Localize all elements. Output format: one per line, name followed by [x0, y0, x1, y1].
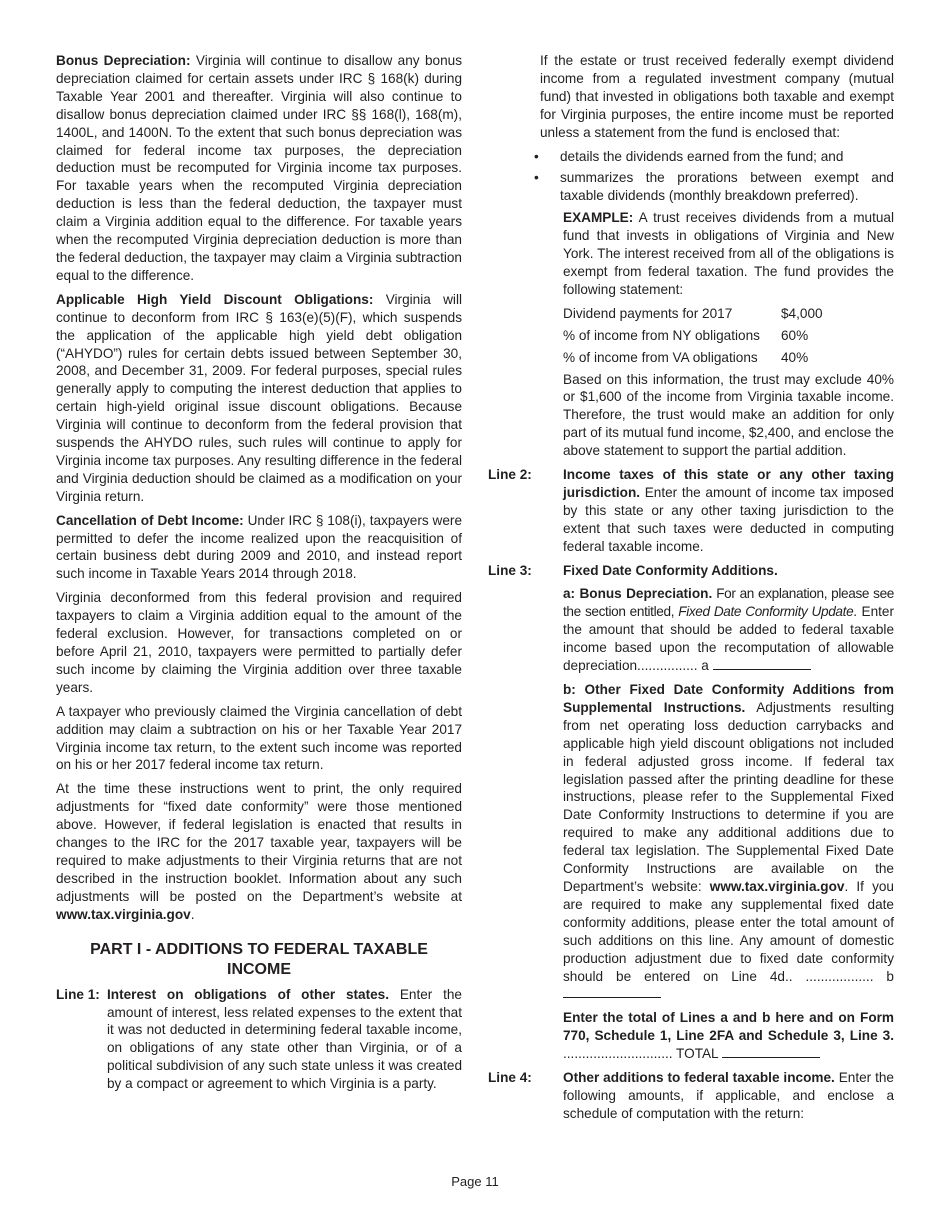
bonus-depreciation-paragraph: Bonus Depreciation: Virginia will continue to disallow any bonus depreciation claimed for certain assets under IRC § 168(k) during Taxable Year 2001 and thereafter. Virginia will also continue to disallow bonus depreciation claimed under IRC §§ 168(l), 168(m), 1400L, and 1400N. To the extent that such bonus depreciation was claimed for federal income tax purposes, the depreciation deduction must be recomputed for Virginia income tax purposes. For taxable years when the recomputed Virginia depreciation deduction is less than the federal deduction, the taxpayer must claim a Virginia addition equal to the difference. For taxable years when the recomputed Virginia depreciation deduction is more than the federal deduction, the taxpayer may claim a Virginia subtraction equal to the difference. [56, 53, 462, 283]
line-3b-entry-field[interactable] [563, 985, 661, 998]
subtraction-paragraph: A taxpayer who previously claimed the Virginia cancellation of debt addition may claim a subtraction on his or her Taxable Year 2017 Virginia income tax return, to the extent such income was reported on his or her 2017 federal income tax return. [56, 703, 462, 773]
bonus-depreciation-heading: Bonus Depreciation: [56, 53, 191, 68]
line-4-label: Line 4: [488, 1070, 532, 1086]
line-4-item: Line 4: Other additions to federal taxable income. Enter the following amounts, if applicable, and enclose a schedule of computation with the return: [488, 1070, 894, 1121]
example-paragraph: EXAMPLE: A trust receives dividends from a mutual fund that invests in obligations of Virginia and New York. The interest received from all of the obligations is exempt from federal taxation. The fund provides the following statement: [563, 210, 894, 297]
line-3-total-paragraph: Enter the total of Lines a and b here and on Form 770, Schedule 1, Line 2FA and Schedule 3, Line 3. ............................. TOTAL [563, 1010, 894, 1062]
example-heading: EXAMPLE: [563, 210, 634, 226]
line-1-heading: Interest on obligations of other states. [107, 986, 390, 1002]
part-one-heading: PART I - ADDITIONS TO FEDERAL TAXABLE INCOME [90, 940, 428, 978]
line-3-label: Line 3: [488, 562, 532, 578]
line-2-item: Line 2: Income taxes of this state or any other taxing jurisdiction. Enter the amount of income tax imposed by this state or any other taxing jurisdiction to the extent that such taxes were deducted in computing federal taxable income. [488, 467, 894, 554]
line-3b-paragraph: b: Other Fixed Date Conformity Additions from Supplemental Instructions. Adjustments resulting from net operating loss deduction carrybacks and applicable high yield discount obligations not included in federal adjusted gross income. If federal tax legislation passed after the printing deadline for these instructions, please refer to the Supplemental Fixed Date Conformity Instructions to determine if you are required to make any additional additions due to federal tax legislation. The Supplemental Fixed Date Conformity Instructions are available on the Department’s website: www.tax.virginia.gov. If you are required to make any supplemental fixed date conformity additions, please enter the total amount of such additions on this line. Any amount of domestic production adjustment due to fixed date conformity should be entered on Line 4d.. .................. b [563, 681, 894, 1003]
cancellation-of-debt-heading: Cancellation of Debt Income: [56, 512, 244, 528]
bullet-item: • summarizes the prorations between exempt and taxable dividends (monthly breakdown preferred). [488, 169, 894, 205]
line-3-total-entry-field[interactable] [722, 1045, 820, 1058]
line-1-item: Line 1: Interest on obligations of other states. Enter the amount of interest, less related expenses to the extent that it was not deducted in determining federal taxable income, on obligations of any state other than Virginia, or of a political subdivision of any such state unless it was created by a compact or agreement to which Virginia is a party. [56, 986, 462, 1092]
website-link[interactable]: www.tax.virginia.gov [709, 878, 845, 894]
line-3b-heading: b: Other Fixed Date Conformity Additions from Supplemental Instructions. [563, 682, 894, 715]
line-3-heading: Fixed Date Conformity Additions. [563, 562, 778, 578]
line-2-label: Line 2: [488, 467, 532, 483]
example-conclusion: Based on this information, the trust may exclude 40% or $1,600 of the income from Virginia taxable income. Therefore, the trust would make an addition for only part of its mutual fund income, $2,400, and enclose the above statement to support the partial addition. [563, 371, 894, 459]
cancellation-of-debt-paragraph: Cancellation of Debt Income: Under IRC § 108(i), taxpayers were permitted to defer the income realized upon the reacquisition of certain business debt during 2009 and 2010, and instead report such income in Taxable Years 2014 through 2018. [56, 512, 463, 582]
line-3a-paragraph: a: Bonus Depreciation. For an explanation, please see the section entitled, Fixed Date Conformity Update. Enter the amount that should be added to federal taxable income based upon the recomputation of allowable depreciation................ a [563, 586, 895, 674]
line-3a-heading: a: Bonus Depreciation. [563, 586, 713, 602]
ahydo-paragraph: Applicable High Yield Discount Obligations: Virginia will continue to deconform from IRC § 163(e)(5)(F), which suspends the application of the applicable high yield debt obligation (“AHYDO”) rules for certain debts issued between September 30, 2008, and December 31, 2009. For federal purposes, special rules generally apply to computing the interest deduction that applies to certain high-yield original issue discount obligations. Because Virginia will continue to deconform from the federal provision that suspends the AHYDO rules, such rules will continue to apply for Virginia income tax purposes. Any resulting difference in the federal and Virginia deduction should be claimed as a modification on your Virginia return. [56, 291, 462, 504]
page-number: Page 11 [451, 1174, 499, 1189]
line-3a-entry-field[interactable] [713, 657, 811, 670]
line-1-label: Line 1: [56, 986, 100, 1002]
line-2-heading: Income taxes of this state or any other taxing jurisdiction. [563, 467, 894, 500]
statement-row: % of income from VA obligations 40% [563, 349, 809, 365]
bullet-item: • details the dividends earned from the fund; and [488, 148, 894, 166]
mutual-fund-paragraph: If the estate or trust received federally exempt dividend income from a regulated investment company (mutual fund) that invested in obligations both taxable and exempt for Virginia purposes, the entire income must be reported unless a statement from the fund is enclosed that: [540, 53, 894, 140]
line-4-heading: Other additions to federal taxable income. [563, 1070, 835, 1086]
left-column [56, 52, 462, 1099]
ahydo-heading: Applicable High Yield Discount Obligations: [56, 291, 374, 307]
right-column [488, 52, 894, 1129]
statement-row: % of income from NY obligations 60% [563, 327, 809, 343]
fund-statement [563, 305, 894, 367]
line-3-total-heading: Enter the total of Lines a and b here and on Form 770, Schedule 1, Line 2FA and Schedule 3, Line 3. [563, 1010, 894, 1044]
print-notice-paragraph: At the time these instructions went to print, the only required adjustments for “fixed date conformity” were those mentioned above. However, if federal legislation is enacted that results in changes to the IRC for the 2017 taxable year, taxpayers will be required to make adjustments to their Virginia returns that are not described in the instruction booklet. Information about any such adjustments will be posted on the Department’s website at www.tax.virginia.gov. [56, 781, 462, 922]
statement-row: Dividend payments for 2017 $4,000 [563, 305, 823, 321]
bullet-icon: • [534, 170, 539, 186]
line-3-item [488, 562, 894, 580]
website-link[interactable]: www.tax.virginia.gov [56, 906, 191, 922]
deconformity-paragraph: Virginia deconformed from this federal provision and required taxpayers to claim a Virginia addition equal to the amount of the federal exclusion. However, for transactions completed on or before April 21, 2010, taxpayers were permitted to partially defer such income by claiming the Virginia addition over three taxable years. [56, 590, 462, 695]
bullet-icon: • [534, 148, 539, 164]
